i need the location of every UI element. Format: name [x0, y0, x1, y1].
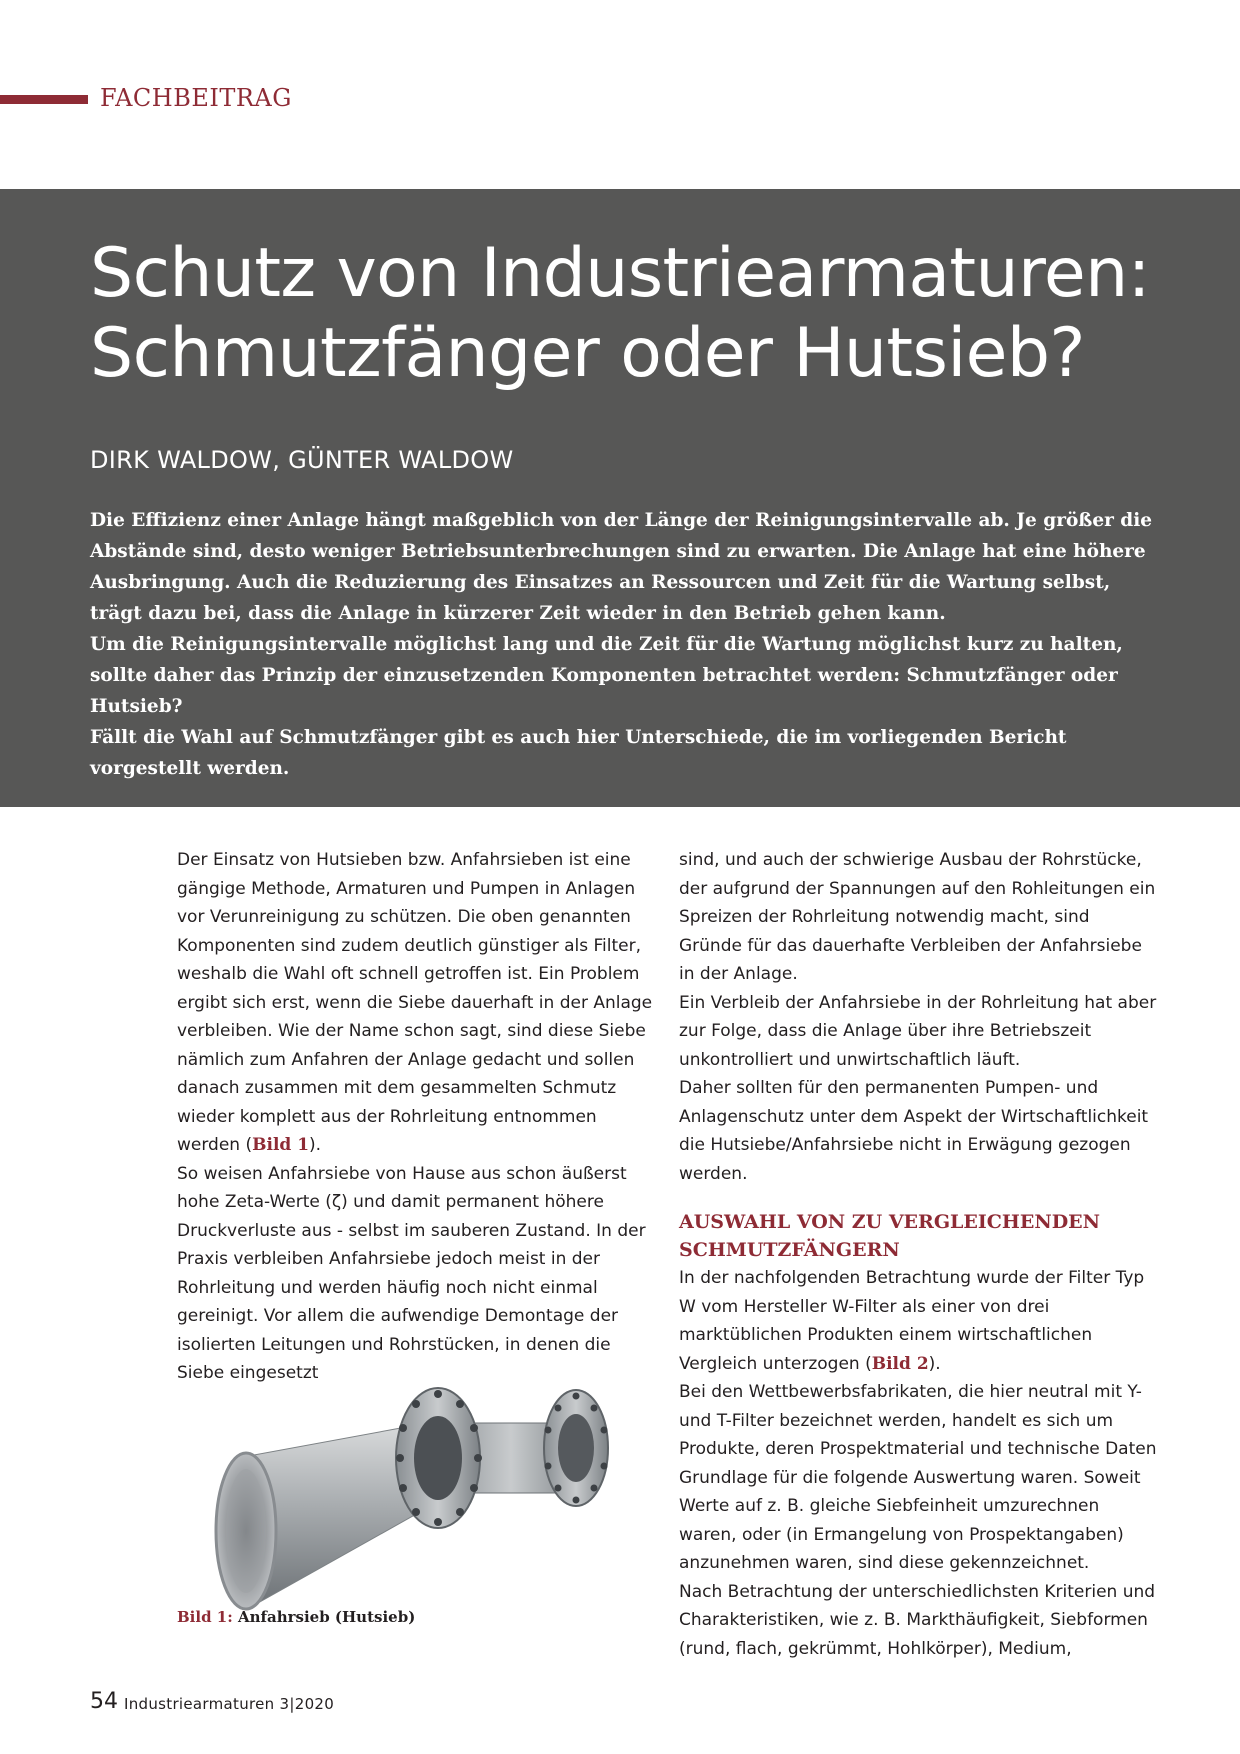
lead-paragraph: Die Effizienz einer Anlage hängt maßgeblich von der Länge der Reinigungsintervalle ab. Je größer die Abstände sind, desto weniger Betriebsunterbrechungen sind zu erwarten. Die Anlage hat eine höhere Ausbringung. Auch die Reduzierung des Einsatzes an Ressourcen und Zeit für die Wartung selbst, trägt dazu bei, dass die Anlage in kürzerer Zeit wieder in den Betrieb gehen kann. [90, 510, 1153, 624]
lead-paragraph: Fällt die Wahl auf Schmutzfänger gibt es auch hier Unterschiede, die im vorliegenden Bericht vorgestellt werden. [90, 727, 1067, 779]
figure-reference-link[interactable]: Bild 1 [252, 1135, 310, 1155]
article-authors: DIRK WALDOW, GÜNTER WALDOW [90, 446, 514, 474]
cone-strainer-illustration [198, 1378, 618, 1618]
body-paragraph: Nach Betrachtung der unterschiedlichsten Kriterien und Charakteristiken, wie z. B. Markthäufigkeit, Siebformen (rund, flach, gekrümmt, Hohlkörper), Medium, [679, 1581, 1156, 1659]
section-label: FACHBEITRAG [100, 84, 292, 112]
section-heading-line: SCHMUTZFÄNGERN [679, 1239, 900, 1261]
journal-name: Industriearmaturen 3|2020 [124, 1695, 335, 1713]
figure-1-strainer-image [198, 1378, 618, 1618]
body-column-right [679, 846, 1157, 1663]
body-paragraph: Ein Verbleib der Anfahrsiebe in der Rohrleitung hat aber zur Folge, dass die Anlage über ihre Betriebszeit unkontrolliert und unwirtschaftlich läuft. [679, 992, 1157, 1070]
body-column-left [177, 846, 663, 1388]
section-heading-line: AUSWAHL VON ZU VERGLEICHENDEN [679, 1211, 1101, 1233]
title-line-1: Schutz von Industriearmaturen: [90, 234, 1150, 313]
article-lead [90, 505, 1160, 784]
body-text: Der Einsatz von Hutsieben bzw. Anfahrsieben ist eine gängige Methode, Armaturen und Pumpen in Anlagen vor Verunreinigung zu schützen. Die oben genannten Komponenten sind zudem deutlich günstiger als Filter, weshalb die Wahl oft schnell getroffen ist. Ein Problem ergibt sich erst, wenn die Siebe dauerhaft in der Anlage verbleiben. Wie der Name schon sagt, sind diese Siebe nämlich zum Anfahren der Anlage gedacht und sollen danach zusammen mit dem gesammelten Schmutz wieder komplett aus der Rohrleitung entnommen werden ( [177, 850, 653, 1155]
body-paragraph [177, 846, 663, 1160]
lead-paragraph: Um die Reinigungsintervalle möglichst lang und die Zeit für die Wartung möglichst kurz zu halten, sollte daher das Prinzip der einzusetzenden Komponenten betrachtet werden: Schmutzfänger oder Hutsieb? [90, 634, 1123, 717]
body-paragraph [679, 1264, 1157, 1378]
body-paragraph: Daher sollten für den permanenten Pumpen- und Anlagenschutz unter dem Aspekt der Wirtschaftlichkeit die Hutsiebe/Anfahrsiebe nicht in Erwägung gezogen werden. [679, 1078, 1149, 1184]
section-heading [679, 1208, 1157, 1264]
article-title [90, 234, 1210, 393]
figure-caption [177, 1608, 415, 1626]
figure-caption-label: Bild 1: [177, 1608, 233, 1626]
page-number: 54 [90, 1689, 118, 1714]
body-text: ). [309, 1135, 322, 1155]
body-text: ). [928, 1353, 941, 1374]
title-line-2: Schmutzfänger oder Hutsieb? [90, 313, 1085, 393]
body-text: In der nachfolgenden Betrachtung wurde der Filter Typ W vom Hersteller W-Filter als einer von drei marktüblichen Produkten einem wirtschaftlichen Vergleich unterzogen ( [679, 1268, 1145, 1374]
figure-reference-link[interactable]: Bild 2 [871, 1353, 929, 1374]
section-marker-bar [0, 95, 88, 104]
body-paragraph: So weisen Anfahrsiebe von Hause aus schon äußerst hohe Zeta-Werte (ζ) und damit permanent höhere Druckverluste aus - selbst im sauberen Zustand. In der Praxis verbleiben Anfahrsiebe jedoch meist in der Rohrleitung und werden häufig noch nicht einmal gereinigt. Vor allem die aufwendige Demontage der isolierten Leitungen und Rohrstücken, in denen die Siebe eingesetzt [177, 1163, 646, 1383]
figure-caption-text: Anfahrsieb (Hutsieb) [232, 1608, 416, 1626]
body-paragraph: Bei den Wettbewerbsfabrikaten, die hier neutral mit Y- und T-Filter bezeichnet werden, handelt es sich um Produkte, deren Prospektmaterial und technische Daten Grundlage für die folgende Auswertung waren. Soweit Werte auf z. B. gleiche Siebfeinheit umzurechnen waren, oder (in Ermangelung von Prospektangaben) anzunehmen waren, sind diese gekennzeichnet. [679, 1382, 1157, 1573]
body-paragraph: sind, und auch der schwierige Ausbau der Rohrstücke, der aufgrund der Spannungen auf den Rohleitungen ein Spreizen der Rohrleitung notwendig macht, sind Gründe für das dauerhafte Verbleiben der Anfahrsiebe in der Anlage. [679, 850, 1156, 984]
